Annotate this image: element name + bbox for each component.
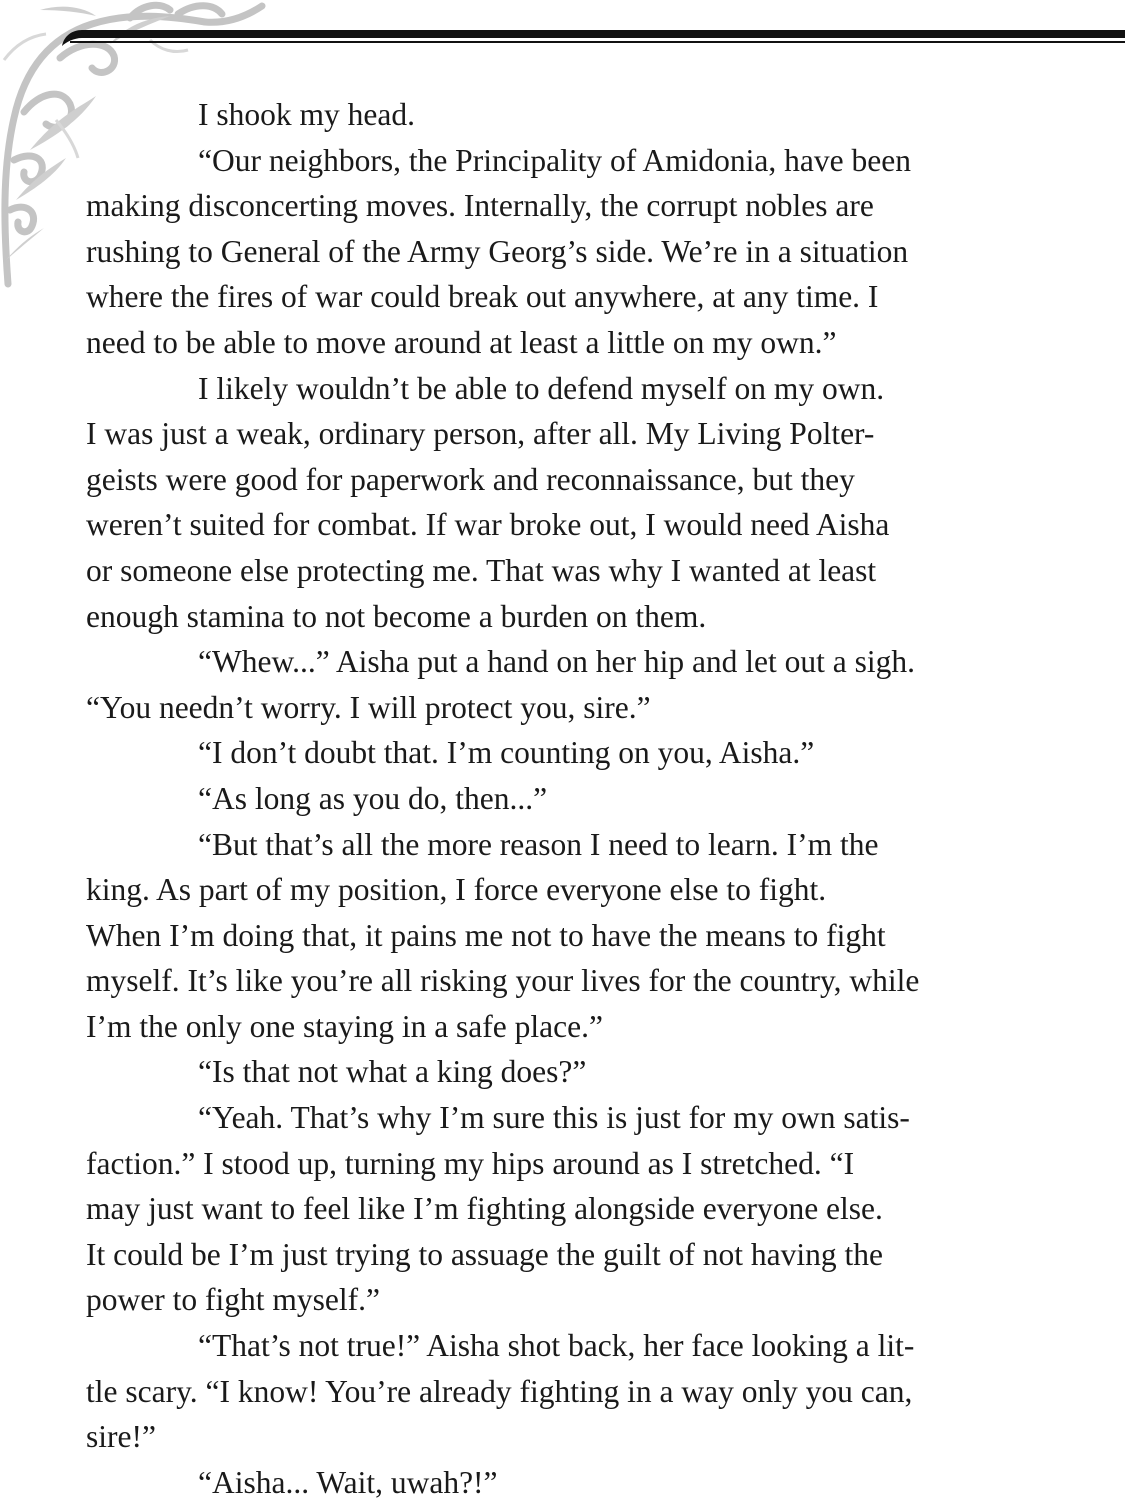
text-line: When I’m doing that, it pains me not to have the means to fight: [86, 917, 886, 953]
text-line: or someone else protecting me. That was why I wanted at least: [86, 552, 877, 588]
text-line: king. As part of my position, I force everyone else to fight.: [86, 872, 827, 908]
text-line: power to fight myself.”: [86, 1282, 380, 1318]
body-text: [86, 92, 1076, 1500]
text-line: I likely wouldn’t be able to defend myself on my own.: [198, 370, 885, 406]
text-line: I shook my head.: [198, 97, 415, 132]
text-line: “Yeah. That’s why I’m sure this is just for my own satis-: [198, 1100, 910, 1136]
text-line: “As long as you do, then...”: [198, 780, 548, 816]
text-line: “Is that not what a king does?”: [198, 1054, 587, 1090]
text-line: may just want to feel like I’m fighting alongside everyone else.: [86, 1191, 883, 1227]
text-line: I was just a weak, ordinary person, after all. My Living Polter-: [86, 416, 875, 452]
text-line: myself. It’s like you’re all risking your lives for the country, while: [86, 963, 920, 999]
text-line: “Whew...” Aisha put a hand on her hip and let out a sigh.: [198, 644, 916, 680]
text-line: “I don’t doubt that. I’m counting on you, Aisha.”: [198, 735, 815, 771]
header-rule: [0, 0, 1125, 60]
text-line: faction.” I stood up, turning my hips around as I stretched. “I: [86, 1145, 855, 1181]
text-line: “But that’s all the more reason I need to learn. I’m the: [198, 826, 879, 862]
text-line: sire!”: [86, 1419, 156, 1455]
text-line: geists were good for paperwork and reconnaissance, but they: [86, 461, 855, 497]
text-line: “That’s not true!” Aisha shot back, her face looking a lit-: [198, 1328, 915, 1364]
text-line: enough stamina to not become a burden on them.: [86, 598, 707, 634]
text-line: “Aisha... Wait, uwah?!”: [198, 1464, 498, 1500]
text-line: “Our neighbors, the Principality of Amidonia, have been: [198, 142, 911, 178]
text-line: “You needn’t worry. I will protect you, sire.”: [86, 689, 651, 725]
text-line: rushing to General of the Army Georg’s side. We’re in a situation: [86, 233, 909, 269]
text-line: need to be able to move around at least a little on my own.”: [86, 324, 837, 360]
text-line: where the fires of war could break out anywhere, at any time. I: [86, 279, 879, 315]
text-line: making disconcerting moves. Internally, the corrupt nobles are: [86, 188, 874, 224]
text-line: weren’t suited for combat. If war broke out, I would need Aisha: [86, 507, 890, 543]
text-line: I’m the only one staying in a safe place.”: [86, 1008, 603, 1044]
text-line: tle scary. “I know! You’re already fighting in a way only you can,: [86, 1373, 913, 1409]
text-line: It could be I’m just trying to assuage the guilt of not having the: [86, 1236, 883, 1272]
